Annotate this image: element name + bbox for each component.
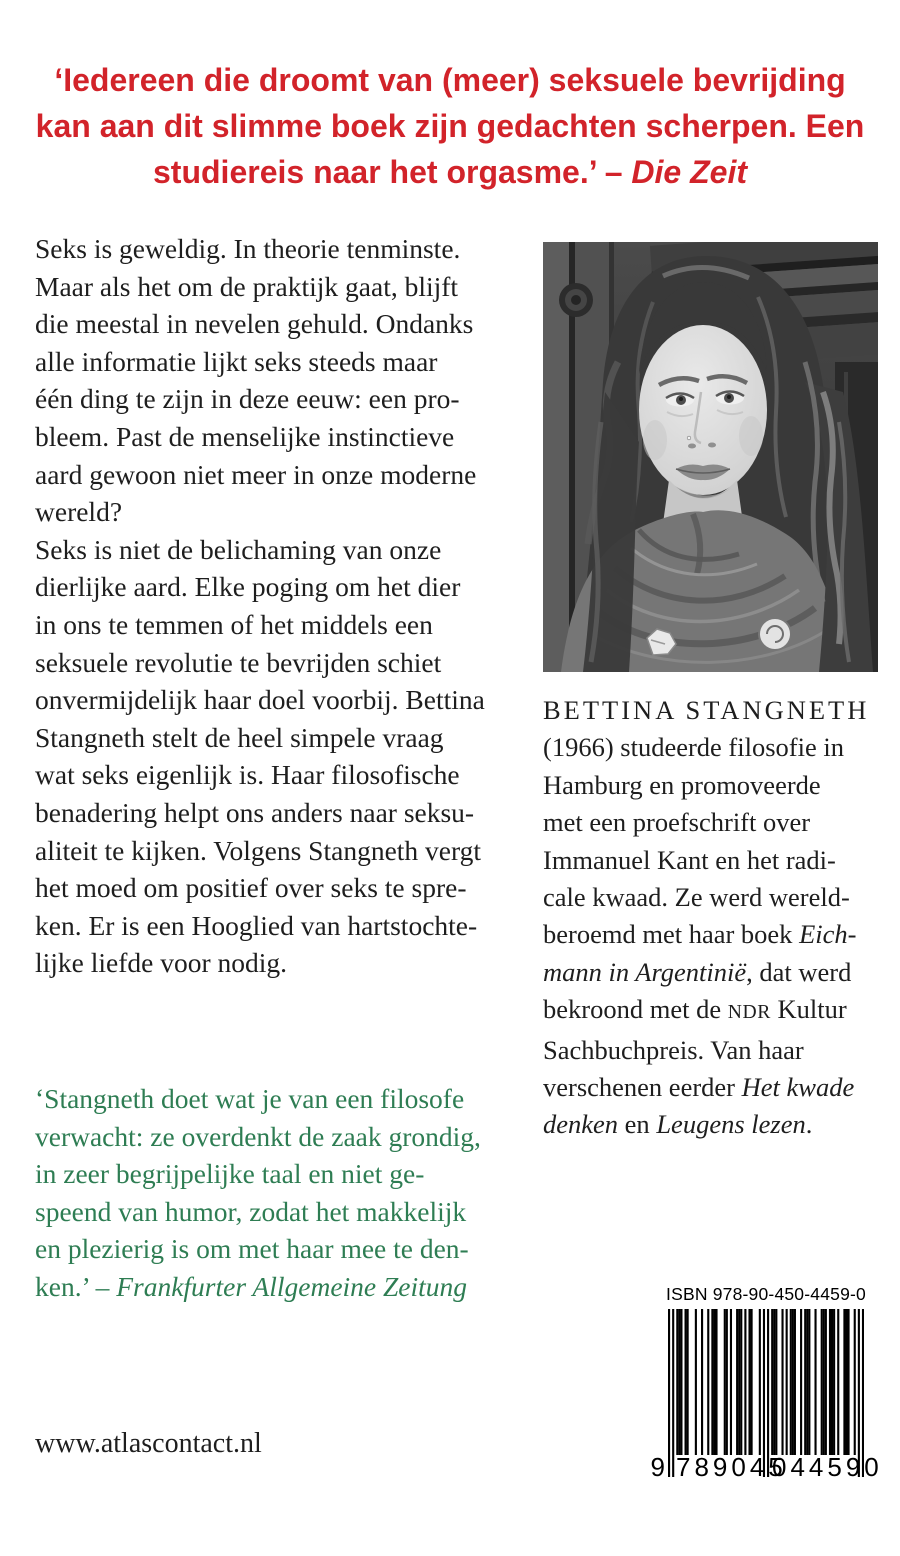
- text-line: verwacht: ze overdenkt de zaak grondig,: [35, 1120, 481, 1152]
- text-line: verschenen eerder Het kwade: [543, 1072, 855, 1103]
- publisher-website: www.atlascontact.nl: [35, 1428, 262, 1459]
- face: [639, 282, 767, 499]
- press-quote-faz: [35, 1080, 525, 1306]
- text-line: beroemd met haar boek Eich-: [543, 919, 857, 950]
- text-line: Hamburg en promoveerde: [543, 769, 821, 800]
- author-photo-svg: [543, 242, 878, 672]
- text-line: lijke liefde voor nodig.: [35, 947, 288, 979]
- text-line: met een proefschrift over: [543, 807, 811, 838]
- text-line: Seks is geweldig. In theorie tenminste.: [35, 233, 461, 264]
- blurb-text: [35, 230, 525, 982]
- text-line: één ding te zijn in deze eeuw: een pro-: [35, 383, 460, 415]
- text-line: in zeer begrijpelijke taal en niet ge-: [35, 1158, 425, 1190]
- text-line: Maar als het om de praktijk gaat, blijft: [35, 270, 459, 302]
- text-line: ‘Iedereen die droomt van (meer) seksuele bevrijding: [54, 62, 846, 98]
- isbn-number: ISBN 978-90-450-4459-0: [666, 1284, 866, 1304]
- scarf-ornament-right: [759, 618, 791, 650]
- text-line: die meestal in nevelen gehuld. Ondanks: [35, 308, 474, 340]
- text-line: ‘Stangneth doet wat je van een filosofe: [35, 1083, 465, 1114]
- text-line: wereld?: [35, 496, 123, 528]
- text-line: seksuele revolutie te bevrijden schiet: [35, 646, 442, 678]
- ean-digit-group-1: 789045: [676, 1452, 787, 1482]
- text-line: bleem. Past de menselijke instinctieve: [35, 420, 455, 452]
- ean-digit-group-2: 044590: [772, 1452, 883, 1482]
- text-line: alle informatie lijkt seks steeds maar: [35, 345, 438, 377]
- author-photo: [543, 242, 878, 672]
- text-line: Immanuel Kant en het radi-: [543, 844, 836, 875]
- ean-digit-lead: 9: [650, 1452, 665, 1482]
- text-line: speend van humor, zodat het makkelijk: [35, 1195, 467, 1227]
- text-line: in ons te temmen of het middels een: [35, 608, 433, 640]
- text-line: Seks is niet de belichaming van onze: [35, 533, 442, 565]
- text-line: Sachbuchpreis. Van haar: [543, 1034, 804, 1065]
- text-line: studiereis naar het orgasme.’ – Die Zeit: [153, 154, 747, 190]
- text-line: onvermijdelijk haar doel voorbij. Bettina: [35, 684, 485, 716]
- isbn-barcode: [650, 1284, 883, 1502]
- text-line: wat seks eigenlijk is. Haar filosofische: [35, 759, 460, 791]
- text-line: BETTINA STANGNETH: [543, 695, 870, 725]
- text-line: benadering helpt ons anders naar seksu-: [35, 796, 475, 828]
- text-line: dierlijke aard. Elke poging om het dier: [35, 571, 461, 603]
- text-line: mann in Argentinië, dat werd: [543, 956, 852, 987]
- text-line: Stangneth stelt de heel simpele vraag: [35, 721, 444, 753]
- text-line: het moed om positief over seks te spre-: [35, 872, 467, 904]
- author-bio: [543, 692, 893, 1144]
- press-quote-die-zeit: [28, 57, 872, 195]
- ean-digits: [650, 1452, 883, 1482]
- text-line: (1966) studeerde filosofie in: [543, 732, 844, 763]
- text-line: ken. Er is een Hooglied van hartstochte-: [35, 909, 478, 941]
- text-line: bekroond met de NDR Kultur: [543, 994, 847, 1025]
- text-line: ken.’ – Frankfurter Allgemeine Zeitung: [35, 1270, 468, 1302]
- text-line: en plezierig is om met haar mee te den-: [35, 1233, 469, 1265]
- text-line: cale kwaad. Ze werd wereld-: [543, 882, 850, 913]
- text-line: aliteit te kijken. Volgens Stangneth vergt: [35, 834, 482, 866]
- text-line: aard gewoon niet meer in onze moderne: [35, 458, 477, 490]
- text-line: denken en Leugens lezen.: [543, 1109, 813, 1140]
- text-line: kan aan dit slimme boek zijn gedachten scherpen. Een: [35, 108, 865, 144]
